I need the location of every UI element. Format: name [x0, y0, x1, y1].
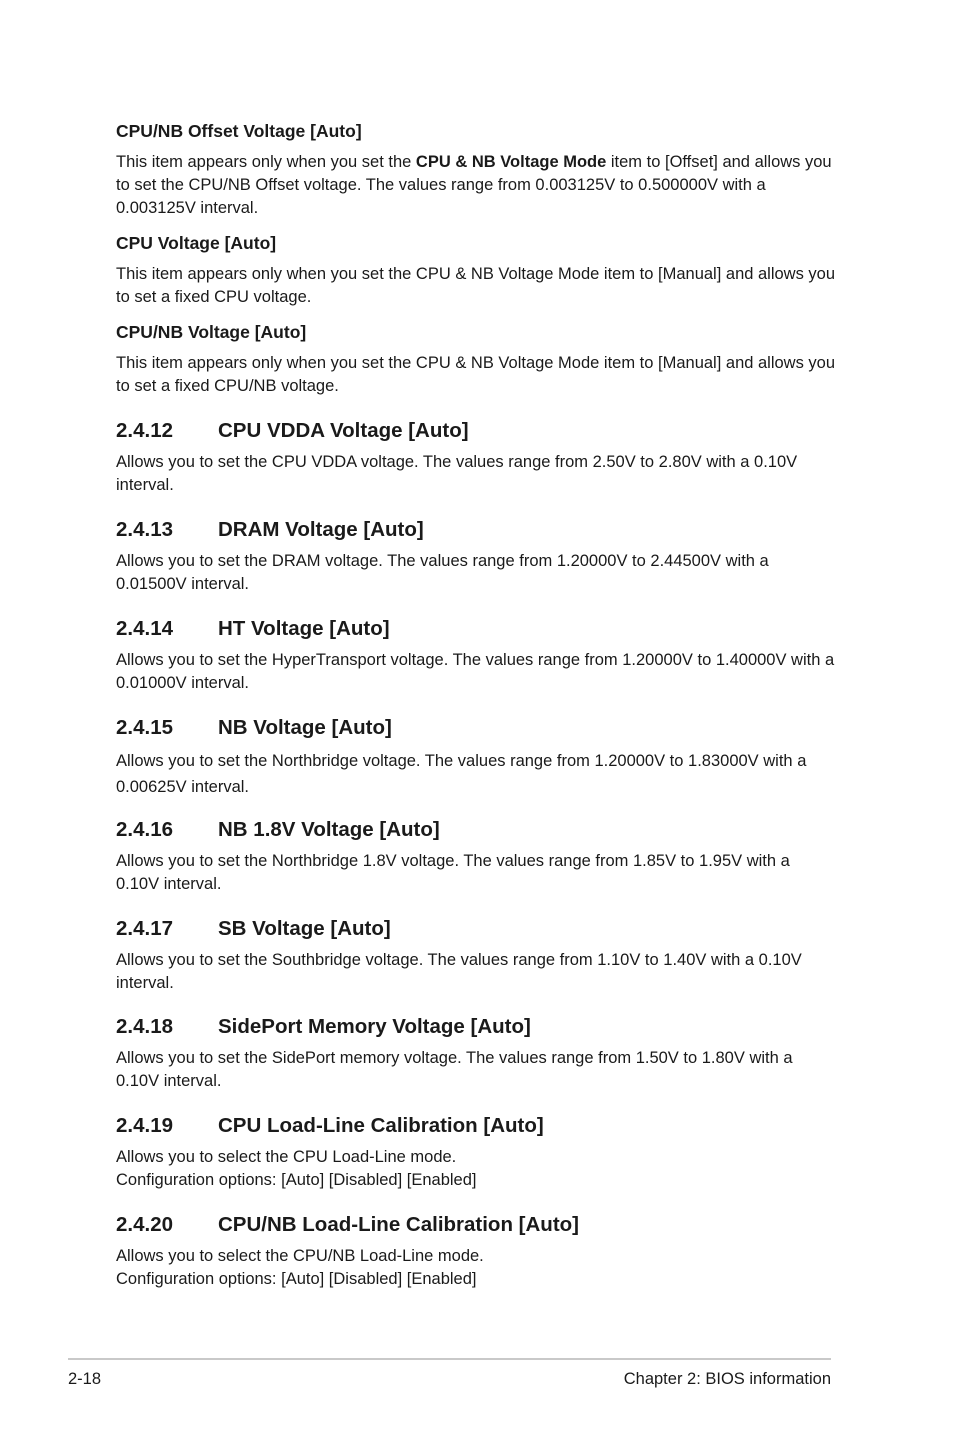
item-title-cpunb-voltage: CPU/NB Voltage [Auto]	[116, 322, 307, 342]
section-heading-2-4-18	[116, 1015, 836, 1039]
section-title: DRAM Voltage [Auto]	[218, 518, 424, 541]
item-title-cpunb-offset-voltage: CPU/NB Offset Voltage [Auto]	[116, 121, 362, 141]
section-title: SidePort Memory Voltage [Auto]	[218, 1015, 531, 1038]
section-title: HT Voltage [Auto]	[218, 617, 390, 640]
item-text-bold: CPU & NB Voltage Mode	[415, 153, 607, 171]
section-heading-2-4-17	[116, 917, 836, 941]
section-title: CPU/NB Load-Line Calibration [Auto]	[218, 1213, 580, 1236]
section-text-2-4-14: Allows you to set the HyperTransport voltage. The values range from 1.20000V to 1.40000V with a 0.01000V interval.	[116, 651, 835, 692]
section-number: 2.4.16	[116, 818, 173, 841]
section-text-2-4-12: Allows you to set the CPU VDDA voltage. The values range from 2.50V to 2.80V with a 0.10V interval.	[116, 453, 798, 494]
footer-page-number: 2-18	[68, 1370, 102, 1388]
section-heading-2-4-15	[116, 716, 836, 740]
section-number: 2.4.15	[116, 716, 173, 739]
section-description: Allows you to select the CPU Load-Line mode.	[116, 1148, 457, 1166]
section-number: 2.4.13	[116, 518, 173, 541]
section-text-2-4-13: Allows you to set the DRAM voltage. The values range from 1.20000V to 2.44500V with a 0.01500V interval.	[116, 552, 769, 593]
section-text-2-4-17: Allows you to set the Southbridge voltage. The values range from 1.10V to 1.40V with a 0.10V interval.	[116, 951, 802, 992]
section-text-2-4-15: Allows you to set the Northbridge voltage. The values range from 1.20000V to 1.83000V with a 0.00625V interval.	[116, 752, 807, 796]
section-title: CPU Load-Line Calibration [Auto]	[218, 1114, 544, 1137]
section-heading-2-4-19	[116, 1114, 836, 1138]
item-text-cpunb-voltage: This item appears only when you set the CPU & NB Voltage Mode item to [Manual] and allows you to set a fixed CPU/NB voltage.	[116, 354, 836, 395]
item-text-cpu-voltage: This item appears only when you set the CPU & NB Voltage Mode item to [Manual] and allows you to set a fixed CPU voltage.	[116, 265, 836, 306]
section-heading-2-4-14	[116, 617, 836, 641]
section-heading-2-4-12	[116, 419, 836, 443]
footer-divider	[68, 1358, 831, 1360]
item-title-cpu-voltage: CPU Voltage [Auto]	[116, 233, 277, 253]
section-number: 2.4.19	[116, 1114, 173, 1137]
section-heading-2-4-16	[116, 818, 836, 842]
section-number: 2.4.12	[116, 419, 173, 442]
section-number: 2.4.20	[116, 1213, 173, 1236]
section-title: CPU VDDA Voltage [Auto]	[218, 419, 469, 442]
section-heading-2-4-20	[116, 1213, 836, 1237]
item-text-cpunb-offset-voltage	[116, 151, 836, 220]
section-text-2-4-18: Allows you to set the SidePort memory voltage. The values range from 1.50V to 1.80V with a 0.10V interval.	[116, 1049, 793, 1090]
section-options: Configuration options: [Auto] [Disabled] [Enabled]	[116, 1171, 477, 1189]
section-title: SB Voltage [Auto]	[218, 917, 391, 940]
section-options: Configuration options: [Auto] [Disabled] [Enabled]	[116, 1270, 477, 1288]
section-text-2-4-19	[116, 1146, 836, 1192]
section-text-2-4-20	[116, 1245, 836, 1291]
item-text-post: item to [Offset] and allows you to set the CPU/NB Offset voltage. The values range from 0.003125V to 0.500000V with a 0.003125V interval.	[116, 153, 832, 217]
section-number: 2.4.14	[116, 617, 173, 640]
footer-chapter-title: Chapter 2: BIOS information	[623, 1370, 831, 1388]
section-heading-2-4-13	[116, 518, 836, 542]
section-number: 2.4.18	[116, 1015, 173, 1038]
section-title: NB Voltage [Auto]	[218, 716, 392, 739]
item-text-pre: This item appears only when you set the	[116, 153, 416, 171]
section-title: NB 1.8V Voltage [Auto]	[218, 818, 440, 841]
section-number: 2.4.17	[116, 917, 173, 940]
section-description: Allows you to select the CPU/NB Load-Line mode.	[116, 1247, 484, 1265]
section-text-2-4-16: Allows you to set the Northbridge 1.8V voltage. The values range from 1.85V to 1.95V with a 0.10V interval.	[116, 852, 790, 893]
